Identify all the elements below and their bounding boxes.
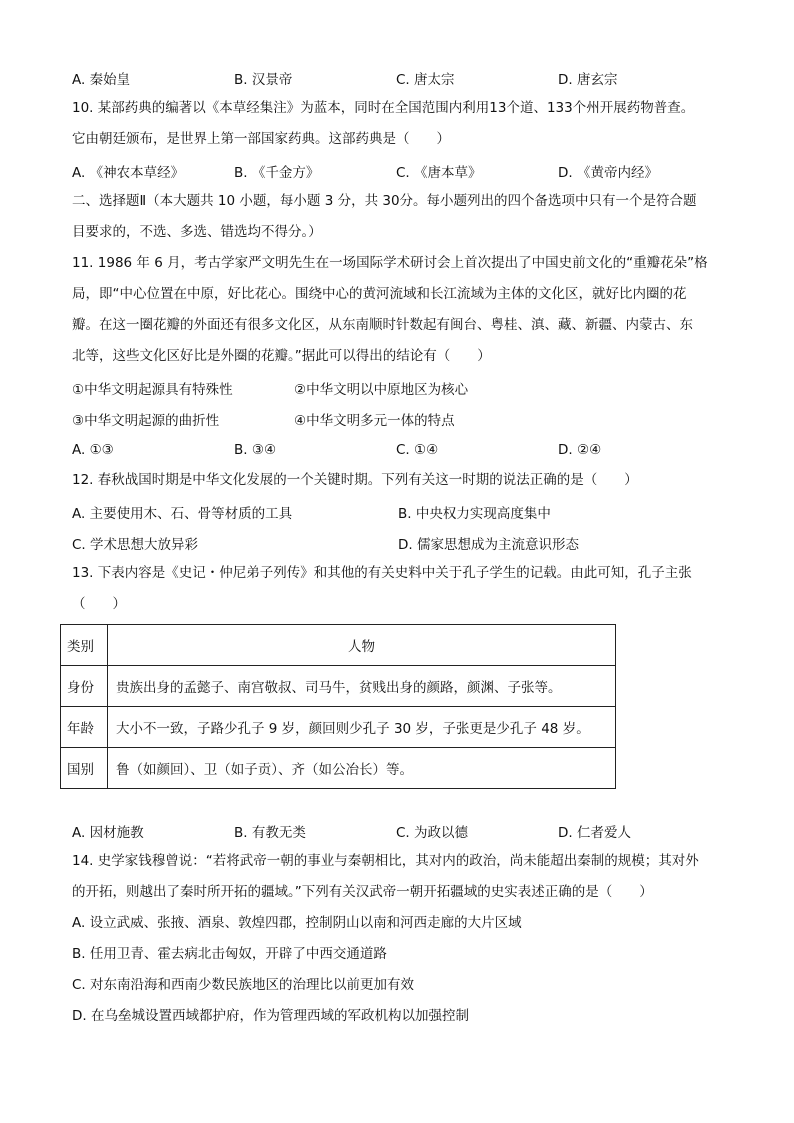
q11-stem-line-1: 11. 1986 年 6 月，考古学家严文明先生在一场国际学术研讨会上首次提出了中国史前文化的“重瓣花朵”格 <box>72 255 708 271</box>
q11-stem-line-2: 局，即“中心位置在中原，好比花心。围绕中心的黄河流域和长江流域为主体的文化区，就好比内圈的花 <box>72 286 687 302</box>
table-cell-key: 身份 <box>61 666 108 707</box>
q10-option-d[interactable]: D. 《黄帝内经》 <box>558 164 658 181</box>
q10-stem-line-1: 10. 某部药典的编著以《本草经集注》为蓝本，同时在全国范围内利用13个道、133个州开展药物普查。 <box>72 100 695 116</box>
q14-stem-line-1: 14. 史学家钱穆曾说：“若将武帝一朝的事业与秦朝相比，其对内的政治，尚未能超出秦制的规模；其对外 <box>72 853 699 869</box>
q11-question <box>72 248 722 465</box>
q9-option-d[interactable]: D. 唐玄宗 <box>558 71 618 88</box>
table-header-row <box>61 625 616 666</box>
q11-option-c[interactable]: C. ①④ <box>396 441 439 458</box>
q11-statements-row-1 <box>72 372 722 403</box>
table-cell-key: 国别 <box>61 748 108 789</box>
q13-option-d[interactable]: D. 仁者爱人 <box>558 824 631 841</box>
section-2-heading-line-1: 二、选择题Ⅱ（本大题共 10 小题，每小题 3 分，共 30分。每小题列出的四个备选项中只有一个是符合题 <box>72 193 697 209</box>
q14-option-a[interactable]: A. 设立武威、张掖、酒泉、敦煌四郡，控制阴山以南和河西走廊的大片区域 <box>72 915 522 931</box>
table-header-category: 类别 <box>61 625 108 666</box>
q9-option-a[interactable]: A. 秦始皇 <box>72 71 131 88</box>
q9-options <box>72 62 722 93</box>
q10-stem-line-2: 它由朝廷颁布，是世界上第一部国家药典。这部药典是（ ） <box>72 131 450 147</box>
table-header-person: 人物 <box>108 625 616 666</box>
q13-option-c[interactable]: C. 为政以德 <box>396 824 469 841</box>
q14-option-b[interactable]: B. 任用卫青、霍去病北击匈奴，开辟了中西交通道路 <box>72 946 387 962</box>
table-cell-key: 年龄 <box>61 707 108 748</box>
q14-option-d[interactable]: D. 在乌垒城设置西域都护府，作为管理西域的军政机构以加强控制 <box>72 1008 469 1024</box>
q12-question <box>72 465 722 558</box>
q11-option-b[interactable]: B. ③④ <box>234 441 277 458</box>
q14-option-c[interactable]: C. 对东南沿海和西南少数民族地区的治理比以前更加有效 <box>72 977 415 993</box>
q13-option-a[interactable]: A. 因材施教 <box>72 824 144 841</box>
q13-student-table <box>60 624 616 789</box>
q11-options <box>72 434 722 465</box>
q13-question <box>67 558 722 846</box>
q12-option-b[interactable]: B. 中央权力实现高度集中 <box>398 505 551 522</box>
q12-stem: 12. 春秋战国时期是中华文化发展的一个关键时期。下列有关这一时期的说法正确的是（ ） <box>72 472 638 488</box>
q11-stem-line-3: 瓣。在这一圈花瓣的外面还有很多文化区，从东南顺时针数起有闽台、粤桂、滇、藏、新疆、内蒙古、东 <box>72 317 693 333</box>
q11-option-d[interactable]: D. ②④ <box>558 441 602 458</box>
section-2-heading-line-2: 目要求的，不选、多选、错选均不得分。） <box>72 224 322 240</box>
q13-stem-line-1: 13. 下表内容是《史记・仲尼弟子列传》和其他的有关史料中关于孔子学生的记载。由此可知，孔子主张 <box>72 565 692 581</box>
q11-statements-row-2 <box>72 403 722 434</box>
table-cell-value: 贵族出身的孟懿子、南宫敬叔、司马牛，贫贱出身的颜路，颜渊、子张等。 <box>108 666 616 707</box>
q9-option-b[interactable]: B. 汉景帝 <box>234 71 293 88</box>
q11-stem-line-4: 北等，这些文化区好比是外圈的花瓣。”据此可以得出的结论有（ ） <box>72 348 491 364</box>
q14-stem-line-2: 的开拓，则越出了秦时所开拓的疆域。”下列有关汉武帝一朝开拓疆域的史实表述正确的是（ ） <box>72 884 653 900</box>
section-2-heading <box>72 186 722 248</box>
q10-options <box>72 155 722 186</box>
q11-statement-1: ①中华文明起源具有特殊性 <box>72 381 233 398</box>
q10-question <box>72 93 722 186</box>
q11-option-a[interactable]: A. ①③ <box>72 441 114 458</box>
q10-option-c[interactable]: C. 《唐本草》 <box>396 164 482 181</box>
q13-stem-line-2: （ ） <box>72 596 126 612</box>
q9-option-c[interactable]: C. 唐太宗 <box>396 71 455 88</box>
q11-statement-2: ②中华文明以中原地区为核心 <box>294 381 469 398</box>
exam-page <box>67 62 722 1032</box>
q12-options-row-2 <box>72 527 722 558</box>
q11-statement-3: ③中华文明起源的曲折性 <box>72 412 220 429</box>
q10-option-a[interactable]: A. 《神农本草经》 <box>72 164 185 181</box>
q12-options-row-1 <box>72 496 722 527</box>
q11-statement-4: ④中华文明多元一体的特点 <box>294 412 455 429</box>
table-row <box>61 707 616 748</box>
q12-option-d[interactable]: D. 儒家思想成为主流意识形态 <box>398 536 579 553</box>
table-cell-value: 鲁（如颜回）、卫（如子贡）、齐（如公冶长）等。 <box>108 748 616 789</box>
table-cell-value: 大小不一致，子路少孔子 9 岁，颜回则少孔子 30 岁，子张更是少孔子 48 岁。 <box>108 707 616 748</box>
q12-option-a[interactable]: A. 主要使用木、石、骨等材质的工具 <box>72 505 293 522</box>
q13-option-b[interactable]: B. 有教无类 <box>234 824 306 841</box>
q12-option-c[interactable]: C. 学术思想大放异彩 <box>72 536 199 553</box>
q14-question <box>72 846 722 1032</box>
q13-options <box>72 815 722 846</box>
table-row <box>61 666 616 707</box>
q10-option-b[interactable]: B. 《千金方》 <box>234 164 320 181</box>
table-row <box>61 748 616 789</box>
